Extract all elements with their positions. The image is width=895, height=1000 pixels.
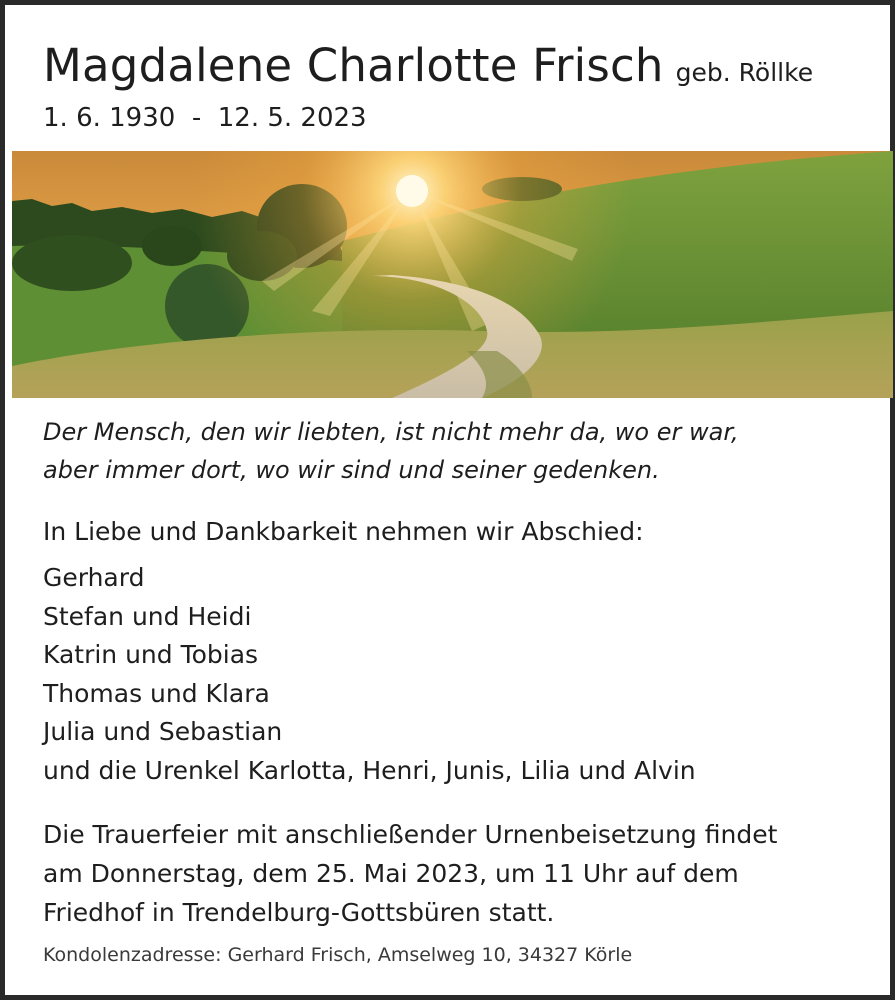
deceased-name: Magdalene Charlotte Frisch	[43, 39, 664, 92]
life-dates: 1. 6. 1930 - 12. 5. 2023	[43, 103, 367, 133]
maiden-name: geb. Röllke	[675, 58, 814, 87]
landscape-illustration	[12, 151, 893, 398]
memorial-quote	[43, 413, 739, 489]
quote-line: Der Mensch, den wir liebten, ist nicht mehr da, wo er war,	[43, 418, 739, 446]
mourners-list	[43, 559, 696, 790]
mourner: Katrin und Tobias	[43, 640, 259, 669]
funeral-service-info	[43, 815, 777, 932]
mourner: und die Urenkel Karlotta, Henri, Junis, Lilia und Alvin	[43, 755, 696, 785]
quote-line: aber immer dort, wo wir sind und seiner gedenken.	[43, 456, 660, 484]
service-line: Friedhof in Trendelburg-Gottsbüren statt.	[43, 898, 555, 927]
farewell-intro: In Liebe und Dankbarkeit nehmen wir Abschied:	[43, 517, 644, 546]
mourner: Thomas und Klara	[43, 678, 270, 708]
condolence-address: Kondolenzadresse: Gerhard Frisch, Amselweg 10, 34327 Körle	[43, 944, 633, 966]
service-line: am Donnerstag, dem 25. Mai 2023, um 11 Uhr auf dem	[43, 859, 739, 888]
mourner: Stefan und Heidi	[43, 601, 252, 631]
heading	[43, 39, 813, 92]
service-line: Die Trauerfeier mit anschließender Urnenbeisetzung findet	[43, 820, 778, 849]
sunset-meadow-photo	[12, 151, 893, 398]
mourner: Julia und Sebastian	[43, 717, 283, 746]
mourner: Gerhard	[43, 563, 145, 592]
